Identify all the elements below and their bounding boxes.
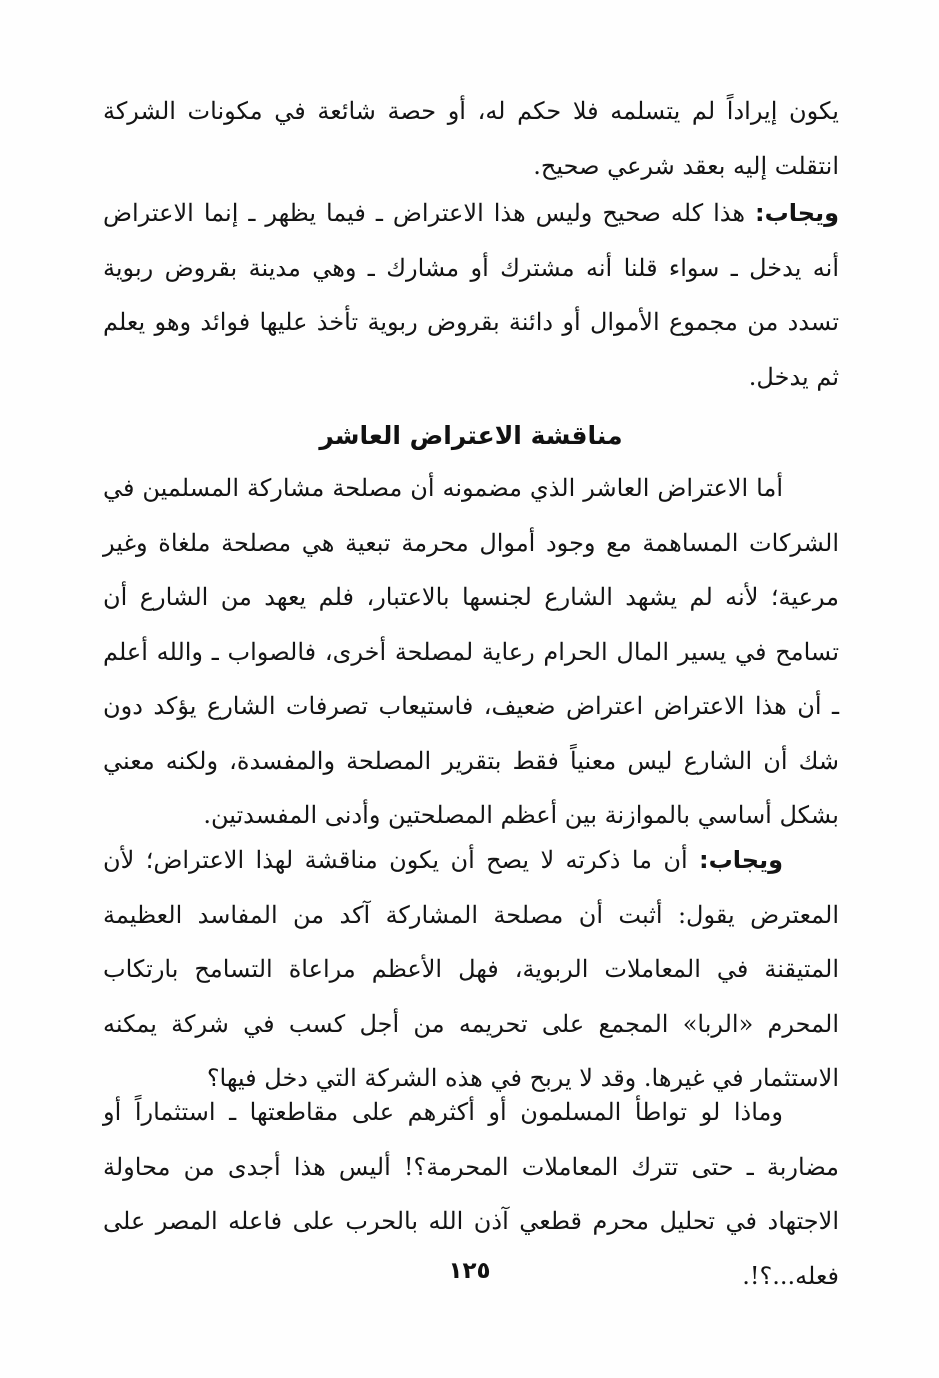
paragraph-continued: يكون إيراداً لم يتسلمه فلا حكم له، أو حصة شائعة في مكونات الشركة انتقلت إليه بعقد شرعي صحيح. bbox=[103, 97, 839, 180]
reply-label: ويجاب: bbox=[699, 846, 783, 874]
paragraph-discussion bbox=[103, 461, 839, 843]
reply-text: هذا كله صحيح وليس هذا الاعتراض ـ فيما يظهر ـ إنما الاعتراض أنه يدخل ـ سواء قلنا أنه مشترك أو مشارك ـ وهي مدينة بقروض ربوية تسدد من مجموع الأموال أو دائنة بقروض ربوية تأخذ عليها فوائد وهو يعلم ثم يدخل. bbox=[103, 199, 839, 391]
discussion-text: أما الاعتراض العاشر الذي مضمونه أن مصلحة مشاركة المسلمين في الشركات المساهمة مع وجود أموال محرمة تبعية هي مصلحة ملغاة وغير مرعية؛ لأنه لم يشهد الشارع لجنسها بالاعتبار، فلم يعهد من الشارع أن تسامح في يسير المال الحرام رعاية لمصلحة أخرى، فالصواب ـ والله أعلم ـ أن هذا الاعتراض اعتراض ضعيف، فاستيعاب تصرفات الشارع يؤكد دون شك أن الشارع ليس معنياً فقط بتقرير المصلحة والمفسدة، ولكنه معني بشكل أساسي بالموازنة بين أعظم المصلحتين وأدنى المفسدتين. bbox=[103, 474, 839, 829]
reply-label: ويجاب: bbox=[755, 199, 839, 227]
reply-text: أن ما ذكرته لا يصح أن يكون مناقشة لهذا الاعتراض؛ لأن المعترض يقول: أثبت أن مصلحة المشاركة آكد من المفاسد العظيمة المتيقنة في المعاملات الربوية، فهل الأعظم مراعاة التسامح بارتكاب المحرم «الربا» المجمع على تحريمه من أجل كسب في شركة يمكنه الاستثمار في غيرها. وقد لا يربح في هذه الشركة التي دخل فيها؟ bbox=[103, 846, 839, 1092]
page-number: ١٢٥ bbox=[448, 1258, 491, 1284]
paragraph-reply-2 bbox=[103, 833, 839, 1106]
paragraph-reply-1 bbox=[103, 186, 839, 404]
closing-text: وماذا لو تواطأ المسلمون أو أكثرهم على مقاطعتها ـ استثماراً أو مضاربة ـ حتى تترك المعاملات المحرمة؟! أليس هذا أجدى من محاولة الاجتهاد في تحليل محرم قطعي آذن الله بالحرب على فاعله المصر على فعله...؟!. bbox=[103, 1098, 839, 1290]
section-heading: مناقشة الاعتراض العاشر bbox=[319, 421, 623, 450]
